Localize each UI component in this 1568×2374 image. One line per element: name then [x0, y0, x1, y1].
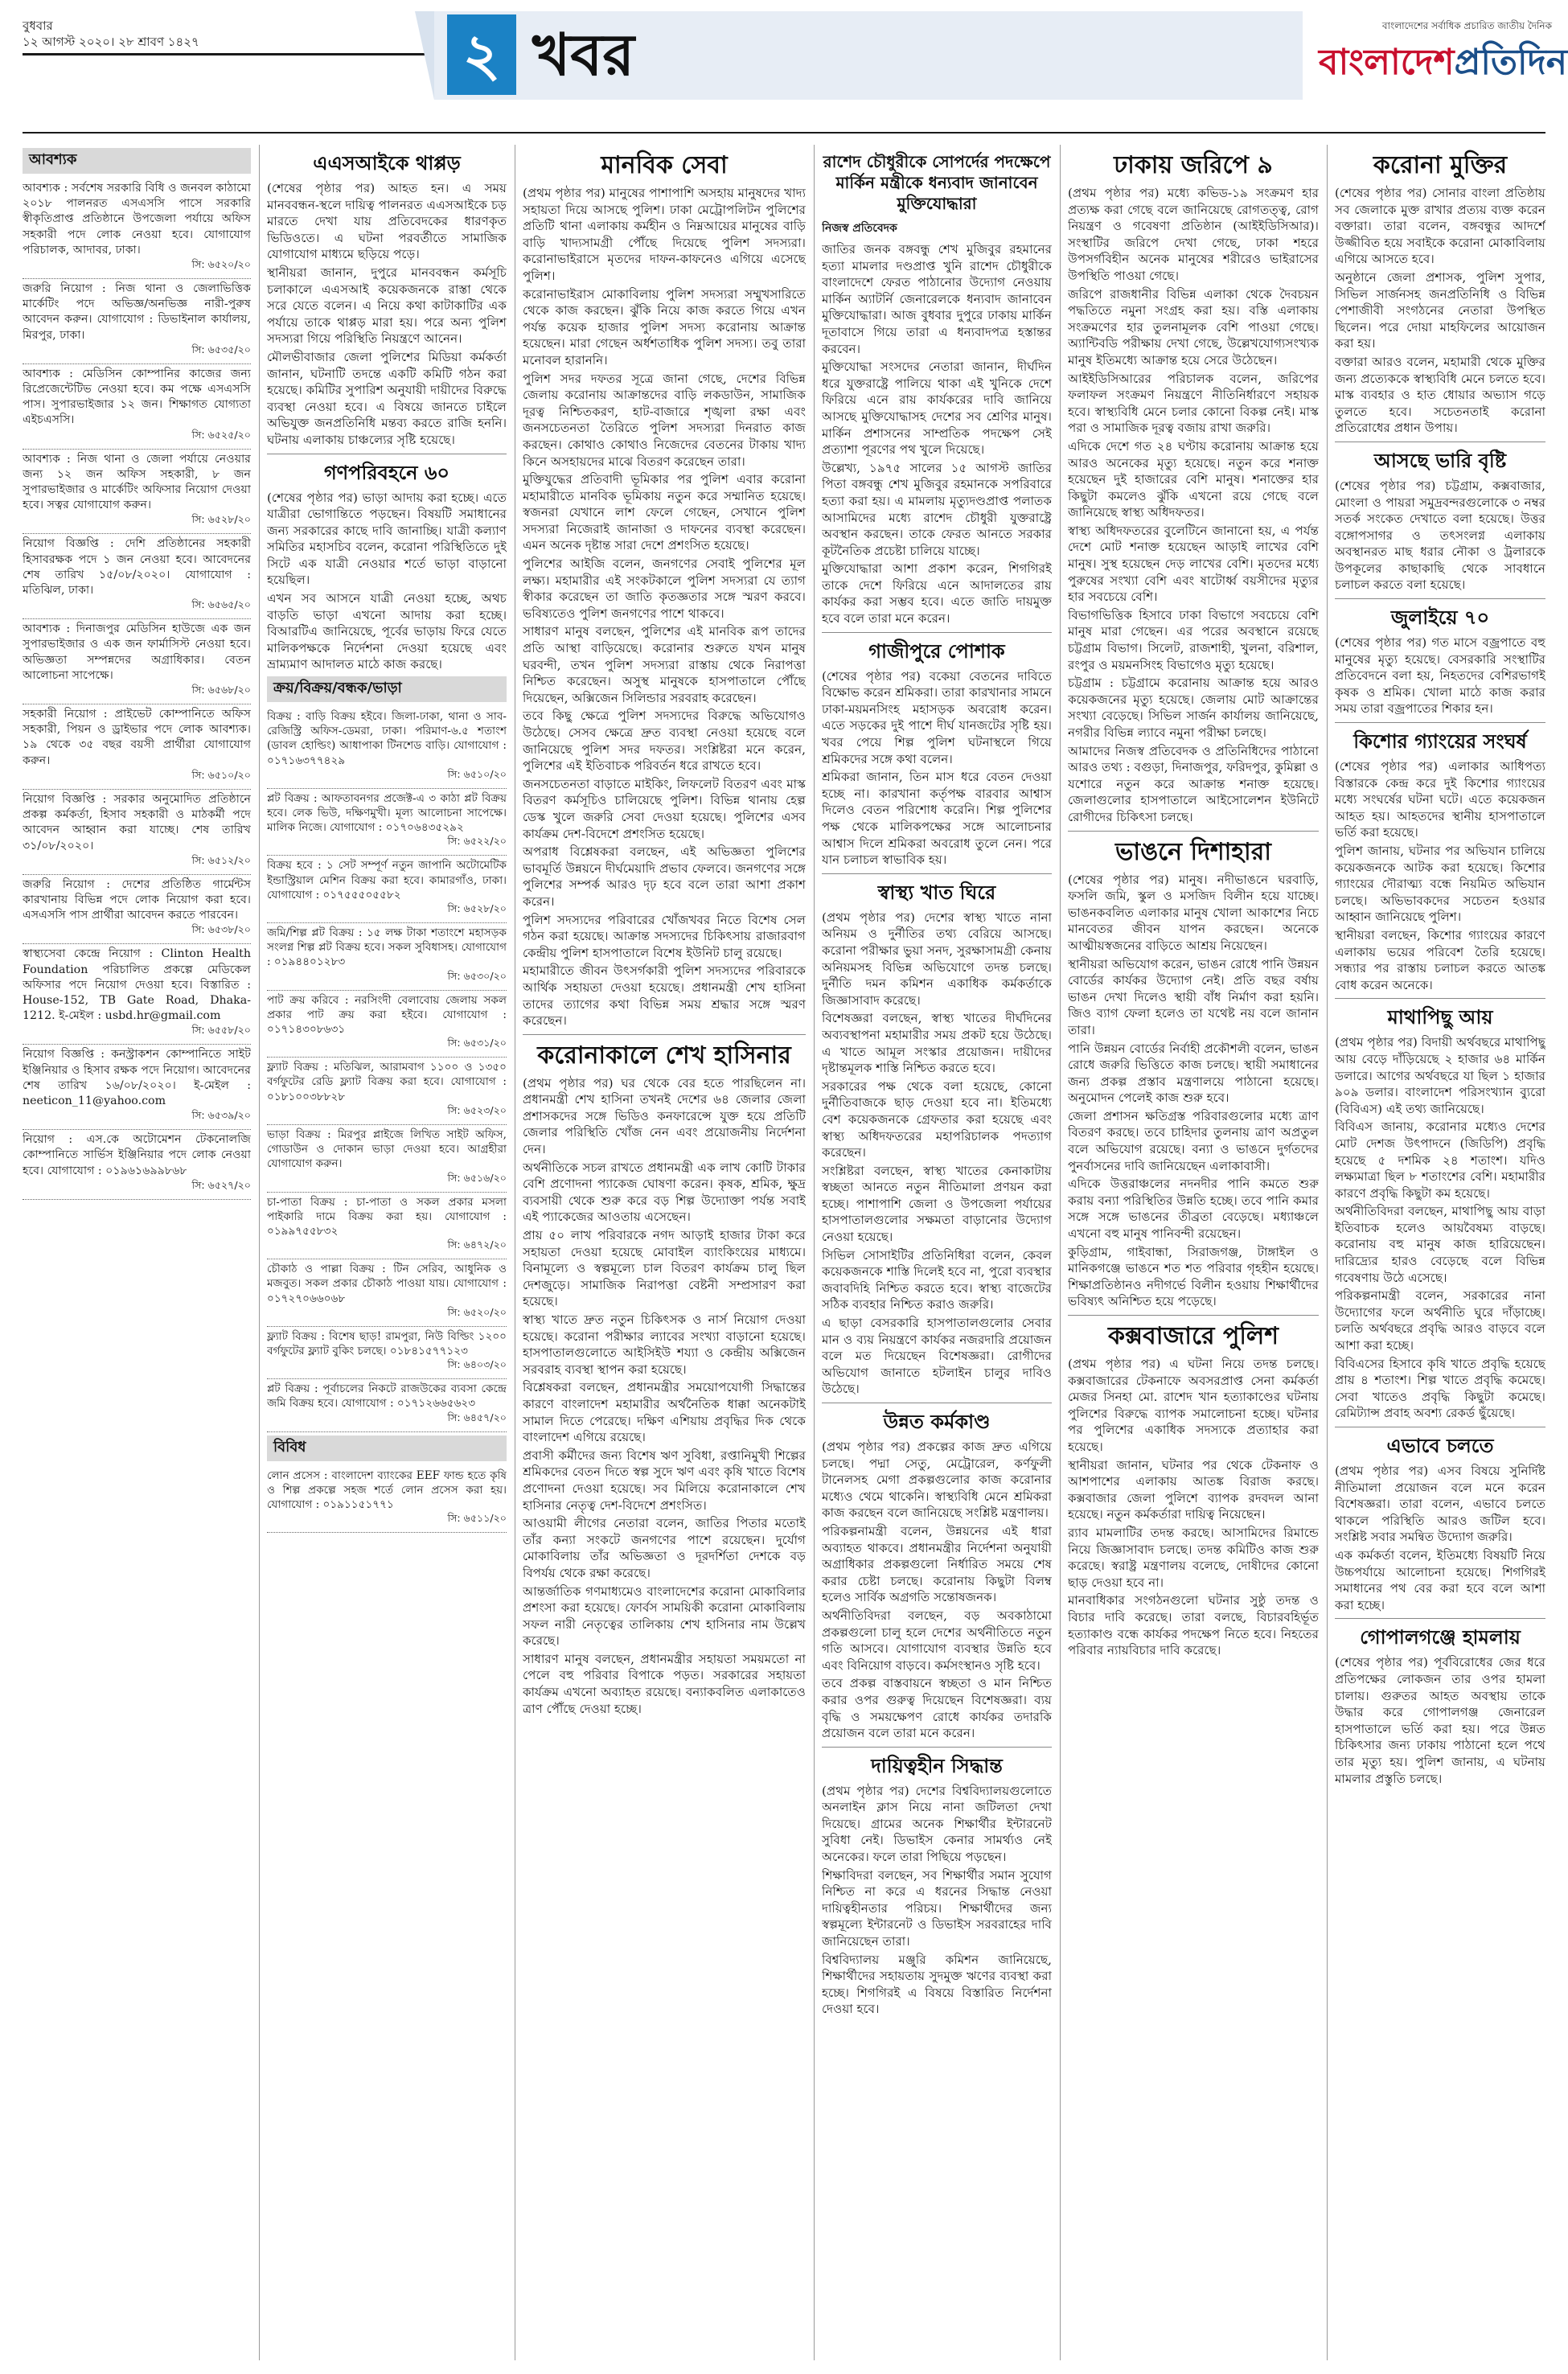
article-separator — [822, 1747, 1052, 1748]
article-paragraph: সরকারের পক্ষ থেকে বলা হয়েছে, কোনো দুর্নীতিবাজকে ছাড় দেওয়া হবে না। ইতিমধ্যে বেশ কয়েকজনকে গ্রেফতার করা হয়েছে এবং স্বাস্থ্য অধিদফতরের মহাপরিচালক পদত্যাগ করেছেন। — [822, 1078, 1052, 1160]
article-paragraph: (প্রথম পৃষ্ঠার পর) মানুষের পাশাপাশি অসহায় মানুষদের খাদ্য সহায়তা দিয়ে আসছে পুলিশ। ঢাকা মেট্রোপলিটন পুলিশের প্রতিটি থানা এলাকায় কর্মহীন ও নিম্নআয়ের মানুষের বাড়ি বাড়ি খাদ্যসামগ্রী পৌঁছে দিয়েছে পুলিশ সদস্যরা। করোনাভাইরাসে মৃতদের দাফন-কাফনেও এগিয়ে এসেছে পুলিশ। — [523, 186, 806, 283]
article-paragraph: স্থানীয়রা বলছেন, কিশোর গ্যাংয়ের কারণে এলাকায় ভয়ের পরিবেশ তৈরি হয়েছে। সন্ধ্যার পর রাস্তায় চলাচল করতে আতঙ্ক বোধ করেন অনেকে। — [1335, 927, 1545, 992]
article-paragraph: পুলিশ সদস্যদের পরিবারের খোঁজখবর নিতে বিশেষ সেল গঠন করা হয়েছে। আক্রান্ত সদস্যদের চিকিৎসায় রাজারবাগ কেন্দ্রীয় পুলিশ হাসপাতালে বিশেষ ইউনিট চালু রয়েছে। — [523, 912, 806, 960]
article-body — [523, 1075, 806, 1718]
classified-ad[interactable] — [23, 534, 251, 619]
classified-ad-text: স্বাস্থ্যসেবা কেন্দ্রে নিয়োগ : Clinton Health Foundation পরিচালিত প্রকল্পে মেডিকেল অফিসার পদে নিয়োগ দেওয়া হবে। বিস্তারিত : House-152, TB Gate Road, Dhaka-1212. ই-মেইল : usbd.hr@gmail.com — [23, 947, 251, 1023]
article-paragraph: মৌলভীবাজার জেলা পুলিশের মিডিয়া কর্মকর্তা জানান, ঘটনাটি তদন্তে একটি কমিটি গঠন করা হয়েছে। কমিটির সুপারিশ অনুযায়ী দায়ীদের বিরুদ্ধে ব্যবস্থা নেওয়া হবে। এ বিষয়ে জানতে চাইলে অভিযুক্ত জনপ্রতিনিধি মন্তব্য করতে রাজি হননি। ঘটনায় এলাকায় চাঞ্চল্যের সৃষ্টি হয়েছে। — [267, 349, 507, 447]
article-title-asi-slap[interactable]: এএসআইকে থাপ্পড় — [313, 152, 461, 175]
article-paragraph: প্রবাসী কর্মীদের জন্য বিশেষ ঋণ সুবিধা, রপ্তানিমুখী শিল্পের শ্রমিকদের বেতন দিতে স্বল্প সুদে ঋণ এবং কৃষি খাতে বিশেষ প্রণোদনা দেওয়া হয়েছে। সব মিলিয়ে করোনাকালে শেখ হাসিনার নেতৃত্ব দেশ-বিদেশে প্রশংসিত। — [523, 1448, 806, 1513]
classified-ad-code: সি: ৬৫২৩/২০ — [447, 1103, 507, 1116]
classified-ad[interactable] — [23, 279, 251, 364]
classified-ad-text: নিয়োগ : এস.কে অটোমেশন টেকনোলজি কোম্পানিতে সার্ভিস ইঞ্জিনিয়ার পদে লোক নেওয়া হবে। যোগাযোগ : ০১৯৬১৬৯৯৮৬৮ — [23, 1133, 251, 1177]
article-title-river-erosion[interactable]: ভাঙনে দিশাহারা — [1115, 837, 1271, 866]
classified-heading-property: ক্রয়/বিক্রয়/বন্ধক/ভাড়া — [267, 676, 507, 702]
classified-ad-text: পাট ক্রয় করিবে : নরসিংদী বেলাবোয় জেলায় সকল প্রকার পাট ক্রয় করা হইবে। যোগাযোগ : ০১৭১৪৩০৮৬৩১ — [267, 993, 507, 1037]
article-body — [267, 490, 507, 674]
article-separator — [1335, 722, 1545, 723]
article-title-teen-gang[interactable]: কিশোর গ্যাংয়ের সংঘর্ষ — [1353, 730, 1527, 754]
masthead-rule — [23, 132, 1545, 133]
classified-ad-code: সি: ৬৫২৮/২০ — [447, 902, 507, 915]
article-separator — [1335, 598, 1545, 599]
article-paragraph: (প্রথম পৃষ্ঠার পর) এসব বিষয়ে সুনির্দিষ্ট নীতিমালা প্রয়োজন বলে মনে করেন বিশেষজ্ঞরা। তারা বলেন, এভাবে চলতে থাকলে পরিস্থিতি আরও জটিল হবে। সংশ্লিষ্ট সবার সমন্বিত উদ্যোগ জরুরি। — [1335, 1464, 1545, 1545]
article-paragraph: জেলা প্রশাসন ক্ষতিগ্রস্ত পরিবারগুলোর মধ্যে ত্রাণ বিতরণ করছে। তবে চাহিদার তুলনায় ত্রাণ অপ্রতুল বলে অভিযোগ রয়েছে। বন্যা ও ভাঙনে দুর্গতদের পুনর্বাসনের দাবি জানিয়েছেন এলাকাবাসী। — [1068, 1108, 1319, 1173]
article-title-gopalganj-attack[interactable]: গোপালগঞ্জে হামলায় — [1360, 1626, 1521, 1649]
article-paragraph: (শেষের পৃষ্ঠার পর) ভাড়া আদায় করা হচ্ছে। এতে যাত্রীরা ভোগান্তিতে পড়ছেন। বিষয়টি সমাধানের জন্য সরকারের কাছে দাবি জানাচ্ছি। যাত্রী কল্যাণ সমিতির মহাসচিব বলেন, করোনা পরিস্থিতিতে দুই সিটে এক যাত্রী নেওয়ার শর্তে ভাড়া বাড়ানো হয়েছিল। — [267, 490, 507, 588]
article-paragraph: পুলিশ সদর দফতর সূত্রে জানা গেছে, দেশের বিভিন্ন জেলায় করোনায় আক্রান্তদের বাড়ি লকডাউন, সামাজিক দূরত্ব নিশ্চিতকরণ, হাট-বাজারে শৃঙ্খলা রক্ষা এবং জনসচেতনতা তৈরিতে পুলিশ সদস্যরা দিনরাত কাজ করছেন। কোথাও কোথাও নিজেদের বেতনের টাকায় খাদ্য কিনে অসহায়দের মাঝে বিতরণ করেছেন তারা। — [523, 371, 806, 469]
article-paragraph: পানি উন্নয়ন বোর্ডের নির্বাহী প্রকৌশলী বলেন, ভাঙন রোধে জরুরি ভিত্তিতে কাজ চলছে। স্থায়ী সমাধানের জন্য প্রকল্প প্রস্তাব মন্ত্রণালয়ে পাঠানো হয়েছে। অনুমোদন পেলেই কাজ শুরু হবে। — [1068, 1041, 1319, 1106]
article-body — [822, 241, 1052, 627]
classified-ad-code: সি: ৬৫৬৮/২০ — [191, 684, 251, 696]
column-divider — [1060, 145, 1061, 2360]
article-body — [1335, 635, 1545, 717]
article-body — [523, 185, 806, 1029]
classified-ad-code: সি: ৬৫১০/২০ — [447, 767, 507, 780]
classified-ad-text: বিক্রয় হবে : ১ সেট সম্পূর্ণ নতুন জাপানি অটোমেটিক ইন্ডাস্ট্রিয়াল মেশিন বিক্রয় করা হবে। কামারগাঁও, ঢাকা। যোগাযোগ : ০১৭৫৫৫০৫৫৮২ — [267, 859, 507, 902]
classified-ad-code: সি: ৬৫২০/২০ — [447, 1305, 507, 1318]
classified-ad-text: সহকারী নিয়োগ : প্রাইভেট কোম্পানিতে অফিস সহকারী, পিয়ন ও ড্রাইভার পদে লোক আবশ্যক। ১৯ থেকে ৩৫ বছর বয়সী প্রার্থীরা যোগাযোগ করুন। — [23, 708, 251, 767]
classified-ad-code: সি: ৬৫১৬/২০ — [447, 1171, 507, 1184]
classified-ad-code: সি: ৬৫১২/২০ — [191, 853, 251, 866]
article-paragraph: বিবিএসের হিসাবে কৃষি খাতে প্রবৃদ্ধি হয়েছে প্রায় ৪ শতাংশ। শিল্প খাতে প্রবৃদ্ধি কমেছে। সেবা খাতেও প্রবৃদ্ধি কিছুটা কমেছে। রেমিট্যান্স প্রবাহ অবশ্য রেকর্ড ছুঁয়েছে। — [1335, 1356, 1545, 1421]
article-title-sheikh-hasina[interactable]: করোনাকালে শেখ হাসিনার — [537, 1041, 791, 1070]
article-title-corona-freedom[interactable]: করোনা মুক্তির — [1373, 151, 1508, 179]
article-separator — [1068, 1315, 1319, 1316]
classified-heading-wanted: আবশ্যক — [23, 148, 251, 174]
classified-ad[interactable] — [23, 704, 251, 790]
column-divider — [814, 145, 815, 2360]
article-title-irresponsible-decision[interactable]: দায়িত্বহীন সিদ্ধান্ত — [871, 1754, 1003, 1777]
date-rule — [23, 53, 425, 55]
article-paragraph: (শেষের পৃষ্ঠার পর) এলাকার আধিপত্য বিস্তারকে কেন্দ্র করে দুই কিশোর গ্যাংয়ের মধ্যে সংঘর্ষের ঘটনা ঘটে। এতে কয়েকজন আহত হয়। আহতদের স্থানীয় হাসপাতালে ভর্তি করা হয়েছে। — [1335, 759, 1545, 840]
article-paragraph: অনুষ্ঠানে জেলা প্রশাসক, পুলিশ সুপার, সিভিল সার্জনসহ জনপ্রতিনিধি ও বিভিন্ন পেশাজীবী সংগঠনের নেতারা উপস্থিত ছিলেন। পরে দোয়া মাহফিলের আয়োজন করা হয়। — [1335, 269, 1545, 351]
article-body — [267, 180, 507, 449]
classified-ad-text: চৌকাঠ ও পাল্লা বিক্রয় : টিন সেরিব, আধুনিক ও মজবুত। সকল প্রকার চৌকাঠ পাওয়া যায়। যোগাযোগ : ০১৭২৭০৬৬০৬৮ — [267, 1263, 507, 1305]
classified-ad[interactable] — [267, 707, 507, 789]
article-paragraph: (প্রথম পৃষ্ঠার পর) ঘর থেকে বের হতে পারছিলেন না। প্রধানমন্ত্রী শেখ হাসিনা তখনই দেশের ৬৪ জেলার জেলা প্রশাসকদের সঙ্গে ভিডিও কনফারেন্সে যুক্ত হয়ে প্রতিটি জেলার পরিস্থিতি খোঁজ নেন এবং প্রয়োজনীয় নির্দেশনা দেন। — [523, 1075, 806, 1157]
date-line — [23, 18, 425, 50]
logo-name-part-2: প্রতিদিন — [1454, 42, 1567, 83]
article-paragraph: আওয়ামী লীগের নেতারা বলেন, জাতির পিতার মতোই তাঁর কন্যা সংকটে জনগণের পাশে রয়েছেন। দুর্যোগ মোকাবিলায় তাঁর অভিজ্ঞতা ও দূরদর্শিতা দেশকে বড় বিপর্যয় থেকে রক্ষা করেছে। — [523, 1516, 806, 1580]
article-paragraph: (শেষের পৃষ্ঠার পর) আহত হন। এ সময় মানববন্ধন-স্থলে দায়িত্ব পালনরত এএসআইকে চড় মারতে দেখা যায় প্রতিবেদকের ধারণকৃত ভিডিওতে। এ ঘটনা পরবর্তীতে সামাজিক যোগাযোগ মাধ্যমে ছড়িয়ে পড়ে। — [267, 181, 507, 262]
article-separator — [1335, 1618, 1545, 1619]
column-5 — [1068, 145, 1319, 2360]
classified-ad[interactable] — [267, 991, 507, 1058]
classified-ad[interactable] — [267, 1327, 507, 1379]
masthead-date: ১২ আগস্ট ২০২০। ২৮ শ্রাবণ ১৪২৭ — [23, 35, 199, 49]
article-paragraph: কুড়িগ্রাম, গাইবান্ধা, সিরাজগঞ্জ, টাঙ্গাইল ও মানিকগঞ্জে ভাঙনে শত শত পরিবার গৃহহীন হয়েছে। শিক্ষাপ্রতিষ্ঠানও নদীগর্ভে বিলীন হওয়ায় শিক্ষার্থীদের ভবিষ্যৎ অনিশ্চিত হয়ে পড়েছে। — [1068, 1244, 1319, 1309]
column-divider — [1327, 145, 1328, 2360]
classified-ad-code: সি: ৬৫৬৫/২০ — [191, 598, 251, 611]
classified-list — [267, 1466, 507, 1534]
classified-ad[interactable] — [267, 1466, 507, 1534]
article-title-coxs-bazar-police[interactable]: কক্সবাজারে পুলিশ — [1107, 1322, 1279, 1350]
classified-ad-text: ফ্ল্যাট বিক্রয় : বিশেষ ছাড়! রামপুরা, নিউ বিল্ডিং ১২০০ বর্গফুটের ফ্ল্যাট বুকিং চলছে। ০১৮৪১৫৭৭১২৩ — [267, 1329, 507, 1357]
article-paragraph: মহামারীতে জীবন উৎসর্গকারী পুলিশ সদস্যদের পরিবারকে আর্থিক সহায়তা দেওয়া হয়েছে। প্রধানমন্ত্রী শেখ হাসিনা তাদের ত্যাগের কথা বিভিন্ন সময় শ্রদ্ধার সঙ্গে স্মরণ করেছেন। — [523, 963, 806, 1029]
classified-ad[interactable] — [267, 923, 507, 991]
article-paragraph: (শেষের পৃষ্ঠার পর) মানুষ। নদীভাঙনে ঘরবাড়ি, ফসলি জমি, স্কুল ও মসজিদ বিলীন হয়ে যাচ্ছে। ভাঙনকবলিত এলাকার মানুষ খোলা আকাশের নিচে মানবেতর জীবন যাপন করছেন। অনেকে আত্মীয়স্বজনের বাড়িতে আশ্রয় নিয়েছেন। — [1068, 872, 1319, 953]
article-paragraph: সাধারণ মানুষ বলছেন, পুলিশের এই মানবিক রূপ তাদের প্রতি আস্থা বাড়িয়েছে। করোনার শুরুতে যখন মানুষ ঘরবন্দী, তখন পুলিশ সদস্যরা রাস্তায় থেকে নিরাপত্তা নিশ্চিত করেছেন। অসুস্থ মানুষকে হাসপাতালে পৌঁছে দিয়েছেন, অক্সিজেন সিলিন্ডার সরবরাহ করেছেন। — [523, 624, 806, 705]
article-paragraph: আন্তর্জাতিক গণমাধ্যমেও বাংলাদেশের করোনা মোকাবিলার প্রশংসা করা হয়েছে। ফোর্বস সাময়িকী করোনা মোকাবিলায় সফল নারী নেতৃত্বের তালিকায় শেখ হাসিনার নাম উল্লেখ করেছে। — [523, 1583, 806, 1649]
article-paragraph: (প্রথম পৃষ্ঠার পর) প্রকল্পের কাজ দ্রুত এগিয়ে চলছে। পদ্মা সেতু, মেট্রোরেল, কর্ণফুলী টানেলসহ মেগা প্রকল্পগুলোর কাজ করোনার মধ্যেও থেমে থাকেনি। স্বাস্থ্যবিধি মেনে শ্রমিকরা কাজ করছেন বলে জানিয়েছে সংশ্লিষ্ট মন্ত্রণালয়। — [822, 1440, 1052, 1521]
article-paragraph: (প্রথম পৃষ্ঠার পর) দেশের বিশ্ববিদ্যালয়গুলোতে অনলাইন ক্লাস নিয়ে নানা জটিলতা দেখা দিয়েছে। গ্রামের অনেক শিক্ষার্থীর ইন্টারনেট সুবিধা নেই। ডিভাইস কেনার সামর্থ্যও নেই অনেকের। ফলে তারা পিছিয়ে পড়ছেন। — [822, 1783, 1052, 1865]
classified-ad-code: সি: ৬৫২৭/২০ — [191, 1178, 251, 1191]
classified-ad-text: প্লট বিক্রয় : পূর্বাচলের নিকটে রাজউকের ব্যবসা কেন্দ্রে জমি বিক্রয় হবে। যোগাযোগ : ০১৭১২৬৬৫৬২৩ — [267, 1382, 507, 1411]
article-paragraph: স্বাস্থ্য অধিদফতরের বুলেটিনে জানানো হয়, এ পর্যন্ত দেশে মোট শনাক্ত হয়েছেন আড়াই লাখের বেশি মানুষ। সুস্থ হয়েছেন দেড় লাখের বেশি। মৃতদের মধ্যে পুরুষের সংখ্যা বেশি এবং ষাটোর্ধ্ব বয়সীদের মৃত্যুর হার সবচেয়ে বেশি। — [1068, 523, 1319, 605]
article-paragraph: (প্রথম পৃষ্ঠার পর) এ ঘটনা নিয়ে তদন্ত চলছে। কক্সবাজারের টেকনাফে অবসরপ্রাপ্ত সেনা কর্মকর্তা মেজর সিনহা মো. রাশেদ খান হত্যাকাণ্ডের ঘটনায় পুলিশের বিরুদ্ধে ব্যাপক সমালোচনা হচ্ছে। ঘটনার পর পুলিশের একাধিক সদস্যকে প্রত্যাহার করা হয়েছে। — [1068, 1357, 1319, 1454]
article-paragraph: এদিকে উত্তরাঞ্চলের নদনদীর পানি কমতে শুরু করায় বন্যা পরিস্থিতির উন্নতি হচ্ছে। তবে পানি কমার সঙ্গে সঙ্গে ভাঙনের তীব্রতা বেড়েছে। মধ্যাঞ্চলে এখনো বহু মানুষ পানিবন্দী রয়েছেন। — [1068, 1177, 1319, 1242]
classified-ad-code: সি: ৬৫১১/২০ — [447, 1512, 507, 1525]
article-paragraph: পরিকল্পনামন্ত্রী বলেন, সরকারের নানা উদ্যোগের ফলে অর্থনীতি ঘুরে দাঁড়াচ্ছে। চলতি অর্থবছরে প্রবৃদ্ধি আরও বাড়বে বলে আশা করা হচ্ছে। — [1335, 1288, 1545, 1353]
article-body — [822, 1439, 1052, 1742]
classified-ad[interactable] — [267, 1058, 507, 1125]
classified-ad-code: সি: ৬৫২২/২০ — [447, 835, 507, 848]
article-paragraph: অপরাধ বিশ্লেষকরা বলছেন, এই অভিজ্ঞতা পুলিশের ভাবমূর্তি উন্নয়নে দীর্ঘমেয়াদি প্রভাব ফেলবে। জনগণের সঙ্গে পুলিশের সম্পর্ক আরও দৃঢ় হবে বলে তারা আশা প্রকাশ করেন। — [523, 844, 806, 909]
article-body — [822, 668, 1052, 869]
article-paragraph: (শেষের পৃষ্ঠার পর) গত মাসে বজ্রপাতে বহু মানুষের মৃত্যু হয়েছে। বেসরকারি সংস্থাটির প্রতিবেদনে বলা হয়, নিহতদের বেশিরভাগই কৃষক ও শ্রমিক। খোলা মাঠে কাজ করার সময় তারা বজ্রপাতের শিকার হন। — [1335, 635, 1545, 717]
article-title-health-sector[interactable]: স্বাস্থ্য খাত ঘিরে — [877, 881, 996, 904]
classified-ad-code: সি: ৬৪০৩/২০ — [447, 1358, 507, 1371]
article-paragraph: মুক্তিযোদ্ধা সংসদের নেতারা জানান, দীর্ঘদিন ধরে যুক্তরাষ্ট্রে পালিয়ে থাকা এই খুনিকে দেশে ফিরিয়ে এনে রায় কার্যকরের দাবি জানিয়ে আসছে মুক্তিযোদ্ধাসহ দেশের সব শ্রেণির মানুষ। মার্কিন প্রশাসনের সাম্প্রতিক পদক্ষেপ সেই প্রত্যাশা পূরণের পথ খুলে দিয়েছে। — [822, 359, 1052, 458]
article-body — [1335, 1654, 1545, 1787]
article-title-going-on-like-this[interactable]: এভাবে চলতে — [1386, 1435, 1494, 1457]
article-separator — [822, 632, 1052, 633]
article-paragraph: অর্থনীতিবিদরা বলছেন, বড় অবকাঠামো প্রকল্পগুলো চালু হলে দেশের অর্থনীতিতে নতুন গতি আসবে। যোগাযোগ ব্যবস্থার উন্নতি হবে এবং বিনিয়োগ বাড়বে। কর্মসংস্থানও সৃষ্টি হবে। — [822, 1608, 1052, 1673]
article-separator — [523, 1034, 806, 1035]
article-paragraph: বিবিএস জানায়, করোনার মধ্যেও দেশের মোট দেশজ উৎপাদনে (জিডিপি) প্রবৃদ্ধি হয়েছে ৫ দশমিক ২৪ শতাংশ। যদিও লক্ষ্যমাত্রা ছিল ৮ শতাংশের বেশি। মহামারীর কারণে প্রবৃদ্ধি কিছুটা কম হয়েছে। — [1335, 1119, 1545, 1201]
article-title-development[interactable]: উন্নত কর্মকাণ্ড — [883, 1411, 991, 1433]
classified-ad[interactable] — [23, 619, 251, 704]
article-paragraph: স্থানীয়রা জানান, দুপুরে মানববন্ধন কর্মসূচি চলাকালে এএসআই কয়েকজনকে রাস্তা থেকে সরে যেতে বলেন। এ নিয়ে কথা কাটাকাটির এক পর্যায়ে তাকে থাপ্পড় মারা হয়। পরে অন্য পুলিশ সদস্যরা গিয়ে পরিস্থিতি নিয়ন্ত্রণে আনেন। — [267, 265, 507, 347]
column-2 — [267, 145, 507, 2360]
article-separator — [1335, 998, 1545, 999]
article-paragraph: এক কর্মকর্তা বলেন, ইতিমধ্যে বিষয়টি নিয়ে উচ্চপর্যায়ে আলোচনা হয়েছে। শিগগিরই সমাধানের পথ বের করা হবে বলে আশা করা হচ্ছে। — [1335, 1547, 1545, 1612]
classified-ad-text: আবশ্যক : নিজ থানা ও জেলা পর্যায়ে নেওয়ার জন্য ১২ জন অফিস সহকারী, ৮ জন সুপারভাইজার ও মার্কেটিং অফিসার নিয়োগ দেওয়া হবে। সত্বর যোগাযোগ করুন। — [23, 452, 251, 512]
article-paragraph: সংশ্লিষ্টরা বলছেন, স্বাস্থ্য খাতের কেনাকাটায় স্বচ্ছতা আনতে নতুন নীতিমালা প্রণয়ন করা হচ্ছে। পাশাপাশি জেলা ও উপজেলা পর্যায়ের হাসপাতালগুলোর সক্ষমতা বাড়ানোর উদ্যোগ নেওয়া হয়েছে। — [822, 1163, 1052, 1245]
article-paragraph: উল্লেখ্য, ১৯৭৫ সালের ১৫ আগস্ট জাতির পিতা বঙ্গবন্ধু শেখ মুজিবুর রহমানকে সপরিবারে হত্যা করা হয়। এ মামলায় মৃত্যুদণ্ডপ্রাপ্ত পলাতক আসামিদের মধ্যে রাশেদ চৌধুরী যুক্তরাষ্ট্রে অবস্থান করছেন। তাকে ফেরত আনতে সরকার কূটনৈতিক প্রচেষ্টা চালিয়ে যাচ্ছে। — [822, 460, 1052, 558]
classified-ad-text: প্লট বিক্রয় : আফতাবনগর প্রজেক্ট-এ ৩ কাঠা প্লট বিক্রয় হবে। লেক ভিউ, দক্ষিণমুখী। মূল্য আলোচনা সাপেক্ষে। মালিক নিজে। যোগাযোগ : ০১৭০৬৪৩৫২৯২ — [267, 791, 507, 835]
article-paragraph: মুক্তিযুদ্ধের প্রতিবাদী ভূমিকার পর পুলিশ এবার করোনা মহামারীতে মানবিক ভূমিকায় নতুন করে সম্মানিত হয়েছে। স্বজনরা যেখানে লাশ ফেলে গেছেন, সেখানে পুলিশ সদস্যরা নিজেরাই জানাজা ও দাফনের ব্যবস্থা করেছেন। এমন অনেক দৃষ্টান্ত সারা দেশে প্রশংসিত হয়েছে। — [523, 472, 806, 553]
article-paragraph: আইইডিসিআরের পরিচালক বলেন, জরিপের ফলাফল সংক্রমণ নিয়ন্ত্রণে নীতিনির্ধারণে সহায়ক হবে। স্বাস্থ্যবিধি মেনে চলার কোনো বিকল্প নেই। মাস্ক পরা ও সামাজিক দূরত্ব বজায় রাখা জরুরি। — [1068, 371, 1319, 436]
article-body — [1068, 872, 1319, 1310]
article-paragraph: (প্রথম পৃষ্ঠার পর) মধ্যে কভিড-১৯ সংক্রমণ হার প্রত্যক্ষ করা গেছে বলে জানিয়েছে রোগতত্ত্ব, রোগ নিয়ন্ত্রণ ও গবেষণা প্রতিষ্ঠান (আইইডিসিআর)। সংস্থাটির জরিপে দেখা গেছে, ঢাকা শহরে উপসর্গবিহীন অনেক মানুষের শরীরেও ভাইরাসের উপস্থিতি পাওয়া গেছে। — [1068, 186, 1319, 283]
classified-ad-code: সি: ৬৪৫৭/২০ — [447, 1411, 507, 1423]
classified-ad[interactable] — [23, 875, 251, 945]
article-separator — [1068, 831, 1319, 832]
classified-ad-text: ভাড়া বিক্রয় : মিরপুর প্লাইজে লিখিত সাইট অফিস, গোডাউন ও দোকান ভাড়া দেওয়া হবে। আগ্রহীরা যোগাযোগ করুন। — [267, 1127, 507, 1171]
classified-ad[interactable] — [23, 790, 251, 875]
article-paragraph: জনসচেতনতা বাড়াতে মাইকিং, লিফলেট বিতরণ এবং মাস্ক বিতরণ কর্মসূচিও চালিয়েছে পুলিশ। বিভিন্ন থানায় হেল্প ডেস্ক খুলে জরুরি সেবা দেওয়া হয়েছে। পুলিশের এসব কার্যক্রম দেশ-বিদেশে প্রশংসিত হয়েছে। — [523, 776, 806, 841]
article-paragraph: (প্রথম পৃষ্ঠার পর) দেশের স্বাস্থ্য খাতে নানা অনিয়ম ও দুর্নীতির তথ্য বেরিয়ে আসছে। করোনা পরীক্ষার ভুয়া সনদ, সুরক্ষাসামগ্রী কেনায় অনিয়মসহ বিভিন্ন অভিযোগে তদন্ত চলছে। দুর্নীতি দমন কমিশন একাধিক কর্মকর্তাকে জিজ্ঞাসাবাদ করেছে। — [822, 910, 1052, 1008]
masthead — [0, 0, 1568, 135]
article-paragraph: সিভিল সোসাইটির প্রতিনিধিরা বলেন, কেবল কয়েকজনকে শাস্তি দিলেই হবে না, পুরো ব্যবস্থার জবাবদিহি নিশ্চিত করতে হবে। স্বাস্থ্য বাজেটের সঠিক ব্যবহার নিশ্চিত করাও জরুরি। — [822, 1247, 1052, 1312]
classified-ad-text: চা-পাতা বিক্রয় : চা-পাতা ও সকল প্রকার মসলা পাইকারি দামে বিক্রয় করা হয়। যোগাযোগ : ০১৯৯৭৫৫৮৩২ — [267, 1195, 507, 1238]
article-paragraph: পরিকল্পনামন্ত্রী বলেন, উন্নয়নের এই ধারা অব্যাহত থাকবে। প্রধানমন্ত্রীর নির্দেশনা অনুযায়ী অগ্রাধিকার প্রকল্পগুলো নির্ধারিত সময়ে শেষ করার চেষ্টা চলছে। করোনায় কিছুটা বিলম্ব হলেও সার্বিক অগ্রগতি সন্তোষজনক। — [822, 1523, 1052, 1605]
article-paragraph: র‌্যাব মামলাটির তদন্ত করছে। আসামিদের রিমান্ডে নিয়ে জিজ্ঞাসাবাদ চলছে। তদন্ত কমিটিও কাজ শুরু করেছে। স্বরাষ্ট্র মন্ত্রণালয় বলেছে, দোষীদের কোনো ছাড় দেওয়া হবে না। — [1068, 1525, 1319, 1590]
article-title-dhaka-survey[interactable]: ঢাকায় জরিপে ৯ — [1114, 151, 1273, 179]
logo-tagline: বাংলাদেশের সর্বাধিক প্রচারিত জাতীয় দৈনিক — [1381, 20, 1552, 31]
article-byline: নিজস্ব প্রতিবেদক — [822, 222, 897, 235]
article-paragraph: জরিপে রাজধানীর বিভিন্ন এলাকা থেকে দৈবচয়ন পদ্ধতিতে নমুনা সংগ্রহ করা হয়। বস্তি এলাকায় সংক্রমণের হার তুলনামূলক বেশি পাওয়া গেছে। অ্যান্টিবডি পরীক্ষায় দেখা গেছে, উল্লেখযোগ্যসংখ্যক মানুষ ইতিমধ্যে আক্রান্ত হয়ে সেরে উঠেছেন। — [1068, 286, 1319, 368]
classified-ad[interactable] — [267, 1193, 507, 1260]
article-body — [822, 910, 1052, 1398]
newspaper-logo[interactable] — [1319, 19, 1567, 87]
article-body — [1335, 478, 1545, 594]
classified-ad-text: বিক্রয় : বাড়ি বিক্রয় হইবে। জিলা-ঢাকা, থানা ও সাব-রেজিস্ট্রি অফিস-ডেমরা, ঢাকা। পরিমাণ-৬.৫ শতাংশ (ডাবল হোল্ডিং) আধাপাকা টিনশেড বাড়ি। যোগাযোগ : ০১৭১৬৩৭৭৪২৯ — [267, 710, 507, 767]
article-paragraph: পুলিশের আইজি বলেন, জনগণের সেবাই পুলিশের মূল লক্ষ্য। মহামারীর এই সংকটকালে পুলিশ সদস্যরা যে ত্যাগ স্বীকার করেছেন তা জাতি কৃতজ্ঞতার সঙ্গে স্মরণ করবে। ভবিষ্যতেও পুলিশ জনগণের পাশে থাকবে। — [523, 557, 806, 621]
classified-ad[interactable] — [267, 789, 507, 856]
column-3 — [523, 145, 806, 2360]
article-paragraph: তবে প্রকল্প বাস্তবায়নে স্বচ্ছতা ও মান নিশ্চিত করার ওপর গুরুত্ব দিয়েছেন বিশেষজ্ঞরা। ব্যয় বৃদ্ধি ও সময়ক্ষেপণ রোধে কার্যকর তদারকি প্রয়োজন বলে তারা মনে করেন। — [822, 1676, 1052, 1741]
article-body — [1068, 185, 1319, 826]
classified-ad-text: আবশ্যক : দিনাজপুর মেডিসিন হাউজে এক জন সুপারভাইজার ও এক জন ফার্মাসিস্ট নেওয়া হবে। অভিজ্ঞতা সম্পন্নদের অগ্রাধিকার। বেতন আলোচনা সাপেক্ষে। — [23, 622, 251, 682]
article-paragraph: স্থানীয়রা জানান, ঘটনার পর থেকে টেকনাফ ও আশপাশের এলাকায় আতঙ্ক বিরাজ করছে। কক্সবাজার জেলা পুলিশে ব্যাপক রদবদল আনা হয়েছে। নতুন কর্মকর্তারা দায়িত্ব নিয়েছেন। — [1068, 1457, 1319, 1522]
classified-ad-code: সি: ৬৫১০/২০ — [191, 768, 251, 781]
article-body — [1335, 185, 1545, 437]
article-paragraph: পুলিশ জানায়, ঘটনার পর অভিযান চালিয়ে কয়েকজনকে আটক করা হয়েছে। কিশোর গ্যাংয়ের দৌরাত্ম্য বন্ধে নিয়মিত অভিযান চলছে। অভিভাবকদের সচেতন হওয়ার আহ্বান জানিয়েছে পুলিশ। — [1335, 844, 1545, 925]
article-paragraph: (প্রথম পৃষ্ঠার পর) বিদায়ী অর্থবছরে মাথাপিছু আয় বেড়ে দাঁড়িয়েছে ২ হাজার ৬৪ মার্কিন ডলারে। আগের অর্থবছরে যা ছিল ১ হাজার ৯০৯ ডলার। বাংলাদেশ পরিসংখ্যান ব্যুরো (বিবিএস) এই তথ্য জানিয়েছে। — [1335, 1035, 1545, 1116]
classified-ad[interactable] — [267, 856, 507, 923]
classified-ad-text: নিয়োগ বিজ্ঞপ্তি : দেশি প্রতিষ্ঠানের সহকারী হিসাবরক্ষক পদে ১ জন নেওয়া হবে। আবেদনের শেষ তারিখ ১৫/০৮/২০২০। যোগাযোগ : মতিঝিল, ঢাকা। — [23, 537, 251, 598]
page-number-badge: ২ — [447, 14, 516, 95]
article-title-humane-service[interactable]: মানবিক সেবা — [601, 151, 728, 179]
column-divider — [259, 145, 260, 2360]
article-paragraph: সাধারণ মানুষ বলছেন, প্রধানমন্ত্রীর সহায়তা সময়মতো না পেলে বহু পরিবার বিপাকে পড়ত। সরকারের সহায়তা কার্যক্রম এখনো অব্যাহত রয়েছে। বন্যাকবলিত এলাকাতেও ত্রাণ পৌঁছে দেওয়া হচ্ছে। — [523, 1651, 806, 1716]
classified-ad-text: আবশ্যক : মেডিসিন কোম্পানির কাজের জন্য রিপ্রেজেন্টেটিভ নেওয়া হবে। কম পক্ষে এসএসসি পাস। সুপারভাইজার ১২ জন। শিক্ষাগত যোগ্যতা এইচএসসি। — [23, 367, 251, 427]
classified-ad[interactable] — [23, 1130, 251, 1200]
article-body — [1335, 1463, 1545, 1613]
article-paragraph: অর্থনীতিবিদরা বলছেন, মাথাপিছু আয় বাড়া ইতিবাচক হলেও আয়বৈষম্য বাড়ছে। করোনায় বহু মানুষ কাজ হারিয়েছেন। দারিদ্র্যের হারও বেড়েছে বলে বিভিন্ন গবেষণায় উঠে এসেছে। — [1335, 1204, 1545, 1285]
section-title: খবর — [532, 21, 634, 88]
article-paragraph: শিক্ষাবিদরা বলছেন, সব শিক্ষার্থীর সমান সুযোগ নিশ্চিত না করে এ ধরনের সিদ্ধান্ত নেওয়া দায়িত্বহীনতার পরিচয়। শিক্ষার্থীদের জন্য স্বল্পমূল্যে ইন্টারনেট ও ডিভাইস সরবরাহের দাবি জানিয়েছেন তারা। — [822, 1867, 1052, 1949]
article-title-per-capita-income[interactable]: মাথাপিছু আয় — [1387, 1006, 1493, 1029]
classified-ad-text: লোন প্রসেস : বাংলাদেশ ব্যাংকের EEF ফান্ড হতে কৃষি ও শিল্প প্রকল্পে সহজ শর্তে লোন প্রসেস করা হয়। যোগাযোগ : ০১৯১১৫১৭৭১ — [267, 1468, 507, 1511]
article-paragraph: স্থানীয়রা অভিযোগ করেন, ভাঙন রোধে পানি উন্নয়ন বোর্ডের কার্যকর উদ্যোগ নেই। প্রতি বছর বর্ষায় ভাঙন দেখা দিলেও স্থায়ী বাঁধ নির্মাণ করা হয়নি। জিও ব্যাগ ফেলা হলেও তা যথেষ্ট নয় বলে জানান তারা। — [1068, 956, 1319, 1037]
article-paragraph: চট্টগ্রাম : চট্টগ্রামে করোনায় আক্রান্ত হয়ে আরও কয়েকজনের মৃত্যু হয়েছে। জেলায় মোট আক্রান্তের সংখ্যা বেড়েছে। সিভিল সার্জন কার্যালয় জানিয়েছে, নগরীর বিভিন্ন ল্যাবে নমুনা পরীক্ষা চলছে। — [1068, 676, 1319, 740]
column-6 — [1335, 145, 1545, 2360]
article-body — [1335, 758, 1545, 993]
classified-ad-text: ফ্ল্যাট বিক্রয় : মতিঝিল, আরামবাগ ১১০০ ও ১৩৫০ বর্গফুটের রেডি ফ্ল্যাট বিক্রয় করা হবে। যোগাযোগ : ০১৮১০০৩৮৮২৮ — [267, 1061, 507, 1103]
article-body — [1068, 1356, 1319, 1659]
classified-ad-text: আবশ্যক : সর্বশেষ সরকারি বিধি ও জনবল কাঠামো ২০১৮ পালনরত এসএসসি পাসে সরকারি স্বীকৃতিপ্রাপ্ত প্রতিষ্ঠানে উপজেলা পর্যায়ে অফিস সহকারী পদে লোক নেওয়া হবে। যোগাযোগ পরিচালক, আদাবর, ঢাকা। — [23, 182, 251, 257]
classified-ad[interactable] — [23, 1045, 251, 1130]
classified-ad-code: সি: ৬৫৩৯/২০ — [191, 1109, 251, 1122]
masthead-day: বুধবার — [23, 18, 53, 33]
classified-ad-text: জরুরি নিয়োগ : দেশের প্রতিষ্ঠিত গার্মেন্টস কারখানায় বিভিন্ন পদে লোক নিয়োগ করা হবে। এসএসসি পাস প্রার্থীরা আবেদন করতে পারবেন। — [23, 877, 251, 922]
article-paragraph: বিশ্ববিদ্যালয় মঞ্জুরি কমিশন জানিয়েছে, শিক্ষার্থীদের সহায়তায় সুদমুক্ত ঋণের ব্যবস্থা করা হচ্ছে। শিগগিরই এ বিষয়ে বিস্তারিত নির্দেশনা দেওয়া হবে। — [822, 1952, 1052, 2017]
article-paragraph: শ্রমিকরা জানান, তিন মাস ধরে বেতন দেওয়া হচ্ছে না। কারখানা কর্তৃপক্ষ বারবার আশ্বাস দিলেও বেতন পরিশোধ করেনি। শিল্প পুলিশের পক্ষ থেকে মালিকপক্ষের সঙ্গে আলোচনার আশ্বাস দিলে শ্রমিকরা অবরোধ তুলে নেন। পরে যান চলাচল স্বাভাবিক হয়। — [822, 770, 1052, 868]
article-body — [1335, 1034, 1545, 1422]
classified-ad-code: সি: ৬৫৩৫/২০ — [191, 343, 251, 355]
column-4 — [822, 145, 1052, 2360]
classified-ad-text: জরুরি নিয়োগ : নিজ থানা ও জেলাভিত্তিক মার্কেটিং পদে অভিজ্ঞ/অনভিজ্ঞ নারী-পুরুষ আবেদন করুন। যোগাযোগ : ডিভাইনাল কার্যালয়, মিরপুর, ঢাকা। — [23, 282, 251, 342]
classified-ad[interactable] — [267, 1259, 507, 1327]
article-title-july-70[interactable]: জুলাইয়ে ৭০ — [1390, 606, 1490, 630]
article-paragraph: এদিকে দেশে গত ২৪ ঘণ্টায় করোনায় আক্রান্ত হয়ে আরও অনেকের মৃত্যু হয়েছে। নতুন করে শনাক্ত হয়েছেন দুই হাজারের বেশি মানুষ। শনাক্তের হার কিছুটা কমলেও ঝুঁকি এখনো রয়ে গেছে বলে জানিয়েছে স্বাস্থ্য অধিদফতর। — [1068, 438, 1319, 520]
article-paragraph: মানবাধিকার সংগঠনগুলো ঘটনার সুষ্ঠু তদন্ত ও বিচার দাবি করেছে। তারা বলছে, বিচারবহির্ভূত হত্যাকাণ্ড বন্ধে কার্যকর পদক্ষেপ নিতে হবে। নিহতের পরিবার ন্যায়বিচার দাবি করেছে। — [1068, 1593, 1319, 1658]
article-paragraph: করোনাভাইরাস মোকাবিলায় পুলিশ সদস্যরা সম্মুখসারিতে থেকে কাজ করছেন। ঝুঁকি নিয়ে কাজ করতে গিয়ে এখন পর্যন্ত কয়েক হাজার পুলিশ সদস্য করোনায় আক্রান্ত হয়েছেন। মারা গেছেন অর্ধশতাধিক পুলিশ সদস্য। তবু তারা মনোবল হারাননি। — [523, 286, 806, 368]
article-paragraph: অর্থনীতিকে সচল রাখতে প্রধানমন্ত্রী এক লাখ কোটি টাকার বেশি প্রণোদনা প্যাকেজ ঘোষণা করেন। কৃষক, শ্রমিক, ক্ষুদ্র ব্যবসায়ী থেকে শুরু করে বড় শিল্প উদ্যোক্তা পর্যন্ত সবাই এই প্যাকেজের আওতায় এসেছেন। — [523, 1160, 806, 1225]
classified-ad-code: সি: ৬৫৩০/২০ — [447, 969, 507, 982]
classified-list — [267, 707, 507, 1432]
classified-ad-code: সি: ৬৫২৮/২০ — [191, 513, 251, 526]
article-paragraph: (শেষের পৃষ্ঠার পর) চট্টগ্রাম, কক্সবাজার, মোংলা ও পায়রা সমুদ্রবন্দরগুলোকে ৩ নম্বর সতর্ক সংকেত দেখাতে বলা হয়েছে। উত্তর বঙ্গোপসাগর ও তৎসংলগ্ন এলাকায় অবস্থানরত মাছ ধরার নৌকা ও ট্রলারকে উপকূলের কাছাকাছি থেকে সাবধানে চলাচল করতে বলা হয়েছে। — [1335, 478, 1545, 593]
article-title-gazipur-garments[interactable]: গাজীপুরে পোশাক — [868, 639, 1005, 663]
classified-ad[interactable] — [267, 1125, 507, 1193]
article-paragraph: আমাদের নিজস্ব প্রতিবেদক ও প্রতিনিধিদের পাঠানো আরও তথ্য : বগুড়া, দিনাজপুর, ফরিদপুর, কুমিল্লা ও যশোরে নতুন করে আক্রান্ত শনাক্ত হয়েছে। জেলাগুলোর হাসপাতালে আইসোলেশন ইউনিটে রোগীদের চিকিৎসা চলছে। — [1068, 743, 1319, 824]
article-body — [822, 1783, 1052, 2018]
article-paragraph: (শেষের পৃষ্ঠার পর) বকেয়া বেতনের দাবিতে বিক্ষোভ করেন শ্রমিকরা। তারা কারখানার সামনে ঢাকা-ময়মনসিংহ মহাসড়ক অবরোধ করেন। এতে সড়কের দুই পাশে দীর্ঘ যানজটের সৃষ্টি হয়। খবর পেয়ে শিল্প পুলিশ ঘটনাস্থলে গিয়ে শ্রমিকদের সঙ্গে কথা বলেন। — [822, 668, 1052, 766]
classified-ad-code: সি: ৬৫৩১/২০ — [447, 1037, 507, 1049]
logo-name-part-1: বাংলাদেশ — [1319, 42, 1455, 83]
article-separator — [822, 873, 1052, 874]
classified-ad[interactable] — [23, 944, 251, 1045]
classified-ad-code: সি: ৬৫৫৮/২০ — [191, 1024, 251, 1037]
logo-name — [1319, 42, 1567, 83]
classified-ad[interactable] — [23, 179, 251, 279]
article-title-rashed-chowdhury[interactable]: রাশেদ চৌধুরীকে সোপর্দের পদক্ষেপে মার্কিন মন্ত্রীকে ধন্যবাদ জানাবেন মুক্তিযোদ্ধারা — [823, 152, 1051, 213]
classified-ad[interactable] — [267, 1379, 507, 1431]
classified-heading-misc: বিবিধ — [267, 1435, 507, 1461]
article-paragraph: মুক্তিযোদ্ধারা আশা প্রকাশ করেন, শিগগিরই তাকে দেশে ফিরিয়ে এনে আদালতের রায় কার্যকর করা সম্ভব হবে। এতে জাতি দায়মুক্ত হবে বলে তারা মনে করেন। — [822, 561, 1052, 626]
article-paragraph: বিশ্লেষকরা বলছেন, প্রধানমন্ত্রীর সময়োপযোগী সিদ্ধান্তের কারণে বাংলাদেশ মহামারীর অর্থনৈতিক ধাক্কা অনেকটাই সামাল দিতে পেরেছে। দক্ষিণ এশিয়ায় প্রবৃদ্ধির দিক থেকে বাংলাদেশ এগিয়ে রয়েছে। — [523, 1380, 806, 1445]
classifieds-column — [23, 145, 251, 2360]
article-paragraph: বিশেষজ্ঞরা বলছেন, স্বাস্থ্য খাতের দীর্ঘদিনের অব্যবস্থাপনা মহামারীর সময় প্রকট হয়ে উঠেছে। এ খাতে আমূল সংস্কার প্রয়োজন। দায়ীদের দৃষ্টান্তমূলক শাস্তি নিশ্চিত করতে হবে। — [822, 1011, 1052, 1076]
classified-ad-text: নিয়োগ বিজ্ঞপ্তি : সরকার অনুমোদিত প্রতিষ্ঠানে প্রকল্প কর্মকর্তা, হিসাব সহকারী ও মাঠকর্মী পদে আবেদন আহ্বান করা যাচ্ছে। শেষ তারিখ ৩১/০৮/২০২০। — [23, 792, 251, 852]
classified-list — [23, 179, 251, 1200]
classified-ad-text: নিয়োগ বিজ্ঞপ্তি : কনস্ট্রাকশন কোম্পানিতে সাইট ইঞ্জিনিয়ার ও হিসাব রক্ষক পদে নিয়োগ। আবেদনের শেষ তারিখ ১৬/০৮/২০২০। ই-মেইল : neeticon_11@yahoo.com — [23, 1048, 251, 1107]
classified-ad-text: জমি/শিল্প প্লট বিক্রয় : ১৫ লক্ষ টাকা শতাংশে মহাসড়ক সংলগ্ন শিল্প প্লট বিক্রয় হবে। সকল সুবিধাসহ। যোগাযোগ : ০১৯৪৪০১২৮৩ — [267, 926, 507, 969]
classified-ad[interactable] — [23, 364, 251, 450]
classified-ad-code: সি: ৬৫২৫/২০ — [191, 428, 251, 441]
article-paragraph: বিভাগভিত্তিক হিসাবে ঢাকা বিভাগে সবচেয়ে বেশি মানুষ মারা গেছেন। এর পরের অবস্থানে রয়েছে চট্টগ্রাম বিভাগ। সিলেট, রাজশাহী, খুলনা, বরিশাল, রংপুর ও ময়মনসিংহ বিভাগেও মৃত্যু হয়েছে। — [1068, 607, 1319, 672]
article-paragraph: (শেষের পৃষ্ঠার পর) পূর্ববিরোধের জের ধরে প্রতিপক্ষের লোকজন তার ওপর হামলা চালায়। গুরুতর আহত অবস্থায় তাকে উদ্ধার করে গোপালগঞ্জ জেনারেল হাসপাতালে ভর্তি করা হয়। পরে উন্নত চিকিৎসার জন্য ঢাকায় পাঠানো হলে পথে তার মৃত্যু হয়। পুলিশ জানায়, এ ঘটনায় মামলার প্রস্তুতি চলছে। — [1335, 1655, 1545, 1786]
classified-ad-code: সি: ৬৪৭২/২০ — [447, 1238, 507, 1251]
article-paragraph: এ ছাড়া বেসরকারি হাসপাতালগুলোর সেবার মান ও ব্যয় নিয়ন্ত্রণে কার্যকর নজরদারি প্রয়োজন বলে মত দিয়েছেন বিশেষজ্ঞরা। রোগীদের অভিযোগ জানাতে হটলাইন চালুর দাবিও উঠেছে। — [822, 1316, 1052, 1397]
article-paragraph: (শেষের পৃষ্ঠার পর) সোনার বাংলা প্রতিষ্ঠায় সব জেলাকে মুক্ত রাখার প্রত্যয় ব্যক্ত করেন বক্তারা। তারা বলেন, বঙ্গবন্ধুর আদর্শে উজ্জীবিত হয়ে সবাইকে করোনা মোকাবিলায় এগিয়ে আসতে হবে। — [1335, 186, 1545, 267]
classified-ad-code: সি: ৬৫৩৮/২০ — [191, 923, 251, 936]
article-paragraph: প্রায় ৫০ লাখ পরিবারকে নগদ আড়াই হাজার টাকা করে সহায়তা দেওয়া হয়েছে মোবাইল ব্যাংকিংয়ের মাধ্যমে। বিনামূল্যে ও স্বল্পমূল্যে চাল বিতরণ কার্যক্রম চালু ছিল দেশজুড়ে। সামাজিক নিরাপত্তা বেষ্টনী সম্প্রসারণ করা হয়েছে। — [523, 1228, 806, 1309]
article-title-heavy-rain[interactable]: আসছে ভারি বৃষ্টি — [1373, 449, 1507, 472]
classified-ad-code: সি: ৬৫২০/২০ — [191, 258, 251, 271]
article-paragraph: বক্তারা আরও বলেন, মহামারী থেকে মুক্তির জন্য প্রত্যেককে স্বাস্থ্যবিধি মেনে চলতে হবে। মাস্ক ব্যবহার ও হাত ধোয়ার অভ্যাস গড়ে তুলতে হবে। সচেতনতাই করোনা প্রতিরোধের প্রধান উপায়। — [1335, 354, 1545, 436]
classified-ad[interactable] — [23, 450, 251, 535]
article-paragraph: তবে কিছু ক্ষেত্রে পুলিশ সদস্যদের বিরুদ্ধে অভিযোগও উঠেছে। সেসব ক্ষেত্রে দ্রুত ব্যবস্থা নেওয়া হয়েছে বলে জানিয়েছে পুলিশ সদর দফতর। সংশ্লিষ্টরা মনে করেন, পুলিশের এই ইতিবাচক পরিবর্তন ধরে রাখতে হবে। — [523, 709, 806, 774]
article-paragraph: স্বাস্থ্য খাতে দ্রুত নতুন চিকিৎসক ও নার্স নিয়োগ দেওয়া হয়েছে। করোনা পরীক্ষার ল্যাবের সংখ্যা বাড়ানো হয়েছে। হাসপাতালগুলোতে আইসিইউ শয্যা ও কেন্দ্রীয় অক্সিজেন সরবরাহ ব্যবস্থা স্থাপন করা হয়েছে। — [523, 1312, 806, 1377]
article-title-transport-fare[interactable]: গণপরিবহনে ৬০ — [323, 461, 450, 484]
article-paragraph: জাতির জনক বঙ্গবন্ধু শেখ মুজিবুর রহমানের হত্যা মামলার দণ্ডপ্রাপ্ত খুনি রাশেদ চৌধুরীকে বাংলাদেশে ফেরত পাঠানোর উদ্যোগ নেওয়ায় মার্কিন অ্যাটর্নি জেনারেলকে ধন্যবাদ জানাবেন মুক্তিযোদ্ধারা। আজ বুধবার দুপুরে ঢাকায় মার্কিন দূতাবাসে গিয়ে তারা এ ধন্যবাদপত্র হস্তান্তর করবেন। — [822, 242, 1052, 356]
article-paragraph: এখন সব আসনে যাত্রী নেওয়া হচ্ছে, অথচ বাড়তি ভাড়া এখনো আদায় করা হচ্ছে। বিআরটিএ জানিয়েছে, পূর্বের ভাড়ায় ফিরে যেতে মালিকপক্ষকে নির্দেশনা দেওয়া হয়েছে এবং ভ্রাম্যমাণ আদালত মাঠে কাজ করছে। — [267, 591, 507, 672]
